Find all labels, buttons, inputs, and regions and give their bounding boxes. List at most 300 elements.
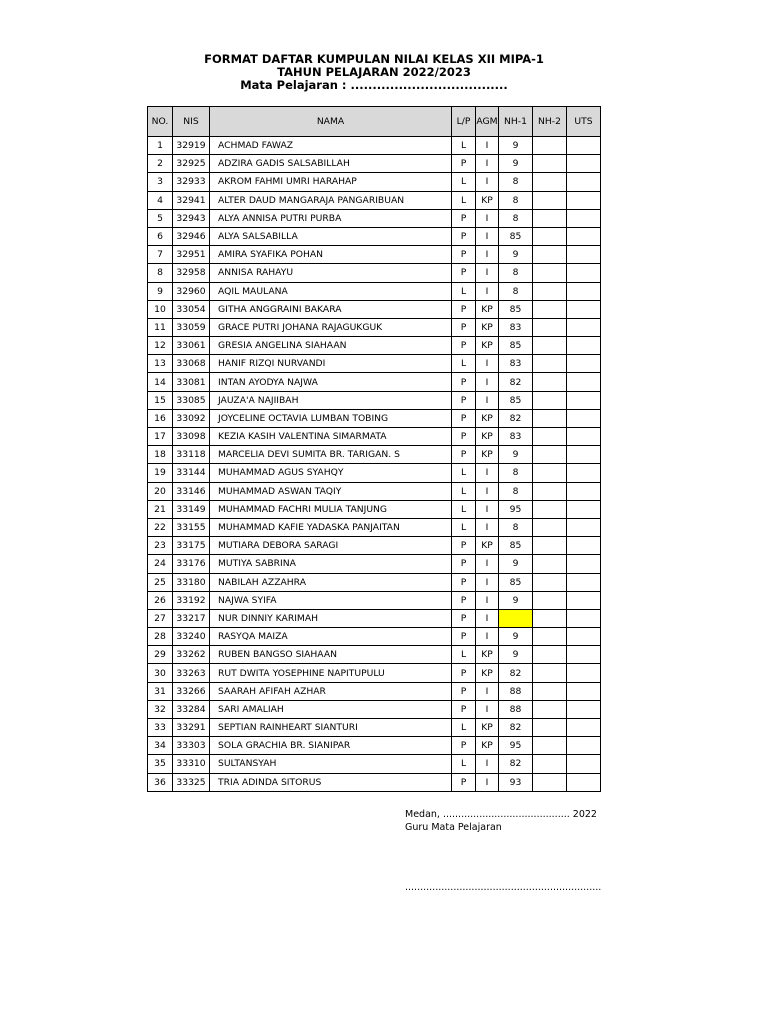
- row-number: 12: [148, 337, 173, 355]
- gender-cell: L: [452, 464, 476, 482]
- name-cell: SOLA GRACHIA BR. SIANIPAR: [210, 737, 452, 755]
- nh2-cell: [533, 682, 567, 700]
- row-number: 17: [148, 428, 173, 446]
- gender-cell: L: [452, 755, 476, 773]
- column-header: NH-2: [533, 107, 567, 137]
- nis-cell: 32951: [173, 246, 210, 264]
- nh1-cell: 9: [499, 628, 533, 646]
- row-number: 10: [148, 300, 173, 318]
- column-header: NIS: [173, 107, 210, 137]
- table-row: [148, 464, 601, 482]
- nh2-cell: [533, 773, 567, 791]
- table-row: [148, 373, 601, 391]
- nis-cell: 33262: [173, 646, 210, 664]
- religion-cell: KP: [476, 337, 499, 355]
- column-header: UTS: [567, 107, 601, 137]
- name-cell: GRESIA ANGELINA SIAHAAN: [210, 337, 452, 355]
- uts-cell: [567, 573, 601, 591]
- nh2-cell: [533, 518, 567, 536]
- table-row: [148, 191, 601, 209]
- uts-cell: [567, 173, 601, 191]
- uts-cell: [567, 482, 601, 500]
- uts-cell: [567, 373, 601, 391]
- table-row: [148, 282, 601, 300]
- gender-cell: L: [452, 173, 476, 191]
- row-number: 15: [148, 391, 173, 409]
- name-cell: ANNISA RAHAYU: [210, 264, 452, 282]
- row-number: 26: [148, 591, 173, 609]
- religion-cell: KP: [476, 428, 499, 446]
- table-row: [148, 700, 601, 718]
- nh1-cell: 88: [499, 682, 533, 700]
- nh2-cell: [533, 719, 567, 737]
- table-row: [148, 264, 601, 282]
- table-row: [148, 337, 601, 355]
- religion-cell: I: [476, 155, 499, 173]
- row-number: 19: [148, 464, 173, 482]
- religion-cell: I: [476, 555, 499, 573]
- nis-cell: 32925: [173, 155, 210, 173]
- uts-cell: [567, 318, 601, 336]
- name-cell: RUBEN BANGSO SIAHAAN: [210, 646, 452, 664]
- nh2-cell: [533, 282, 567, 300]
- table-body: [148, 137, 601, 792]
- religion-cell: I: [476, 591, 499, 609]
- uts-cell: [567, 591, 601, 609]
- name-cell: ALYA ANNISA PUTRI PURBA: [210, 209, 452, 227]
- table-row: [148, 482, 601, 500]
- name-cell: ACHMAD FAWAZ: [210, 137, 452, 155]
- nh1-cell: 88: [499, 700, 533, 718]
- religion-cell: I: [476, 209, 499, 227]
- nis-cell: 33149: [173, 500, 210, 518]
- nh1-cell: 8: [499, 464, 533, 482]
- nis-cell: 33061: [173, 337, 210, 355]
- gender-cell: P: [452, 591, 476, 609]
- religion-cell: I: [476, 500, 499, 518]
- nis-cell: 33263: [173, 664, 210, 682]
- row-number: 31: [148, 682, 173, 700]
- row-number: 11: [148, 318, 173, 336]
- nh1-cell: 82: [499, 664, 533, 682]
- gender-cell: L: [452, 646, 476, 664]
- gender-cell: P: [452, 609, 476, 627]
- uts-cell: [567, 227, 601, 245]
- nis-cell: 33081: [173, 373, 210, 391]
- nh1-cell: 9: [499, 646, 533, 664]
- table-row: [148, 227, 601, 245]
- table-row: [148, 500, 601, 518]
- uts-cell: [567, 446, 601, 464]
- gender-cell: P: [452, 391, 476, 409]
- religion-cell: I: [476, 482, 499, 500]
- religion-cell: KP: [476, 537, 499, 555]
- table-row: [148, 609, 601, 627]
- gender-cell: L: [452, 355, 476, 373]
- column-header: NH-1: [499, 107, 533, 137]
- nis-cell: 32941: [173, 191, 210, 209]
- uts-cell: [567, 300, 601, 318]
- table-row: [148, 300, 601, 318]
- table-row: [148, 428, 601, 446]
- name-cell: SULTANSYAH: [210, 755, 452, 773]
- nis-cell: 33176: [173, 555, 210, 573]
- gender-cell: P: [452, 446, 476, 464]
- nh1-cell: 8: [499, 518, 533, 536]
- nis-cell: 33054: [173, 300, 210, 318]
- nh1-cell: 8: [499, 482, 533, 500]
- religion-cell: I: [476, 755, 499, 773]
- uts-cell: [567, 409, 601, 427]
- row-number: 7: [148, 246, 173, 264]
- religion-cell: KP: [476, 300, 499, 318]
- nh2-cell: [533, 264, 567, 282]
- nh2-cell: [533, 609, 567, 627]
- nh2-cell: [533, 446, 567, 464]
- nis-cell: 33059: [173, 318, 210, 336]
- nh2-cell: [533, 191, 567, 209]
- table-row: [148, 446, 601, 464]
- row-number: 3: [148, 173, 173, 191]
- nis-cell: 32933: [173, 173, 210, 191]
- row-number: 33: [148, 719, 173, 737]
- gender-cell: P: [452, 700, 476, 718]
- nh1-cell: 9: [499, 446, 533, 464]
- uts-cell: [567, 609, 601, 627]
- row-number: 25: [148, 573, 173, 591]
- nh1-cell: 9: [499, 555, 533, 573]
- nis-cell: 33192: [173, 591, 210, 609]
- gender-cell: P: [452, 373, 476, 391]
- nis-cell: 33325: [173, 773, 210, 791]
- table-row: [148, 355, 601, 373]
- nis-cell: 33291: [173, 719, 210, 737]
- uts-cell: [567, 246, 601, 264]
- religion-cell: KP: [476, 646, 499, 664]
- nh1-cell: 93: [499, 773, 533, 791]
- uts-cell: [567, 682, 601, 700]
- nh2-cell: [533, 573, 567, 591]
- religion-cell: I: [476, 137, 499, 155]
- religion-cell: KP: [476, 409, 499, 427]
- name-cell: NUR DINNIY KARIMAH: [210, 609, 452, 627]
- uts-cell: [567, 700, 601, 718]
- name-cell: RASYQA MAIZA: [210, 628, 452, 646]
- nh2-cell: [533, 337, 567, 355]
- row-number: 18: [148, 446, 173, 464]
- nh1-cell: 82: [499, 719, 533, 737]
- name-cell: KEZIA KASIH VALENTINA SIMARMATA: [210, 428, 452, 446]
- table-row: [148, 591, 601, 609]
- religion-cell: I: [476, 682, 499, 700]
- gender-cell: P: [452, 737, 476, 755]
- religion-cell: I: [476, 355, 499, 373]
- uts-cell: [567, 428, 601, 446]
- nis-cell: 32960: [173, 282, 210, 300]
- gender-cell: P: [452, 555, 476, 573]
- gender-cell: P: [452, 409, 476, 427]
- nis-cell: 33144: [173, 464, 210, 482]
- nh1-cell: 83: [499, 318, 533, 336]
- row-number: 4: [148, 191, 173, 209]
- nis-cell: 33092: [173, 409, 210, 427]
- table-row: [148, 682, 601, 700]
- religion-cell: I: [476, 628, 499, 646]
- nh1-cell: 9: [499, 591, 533, 609]
- nis-cell: 33118: [173, 446, 210, 464]
- nh2-cell: [533, 755, 567, 773]
- column-header: L/P: [452, 107, 476, 137]
- gender-cell: P: [452, 537, 476, 555]
- nh2-cell: [533, 173, 567, 191]
- row-number: 28: [148, 628, 173, 646]
- nis-cell: 33217: [173, 609, 210, 627]
- nh1-cell: 83: [499, 355, 533, 373]
- table-row: [148, 246, 601, 264]
- nh1-cell: 85: [499, 227, 533, 245]
- name-cell: ADZIRA GADIS SALSABILLAH: [210, 155, 452, 173]
- uts-cell: [567, 137, 601, 155]
- religion-cell: KP: [476, 446, 499, 464]
- gender-cell: P: [452, 773, 476, 791]
- row-number: 24: [148, 555, 173, 573]
- uts-cell: [567, 518, 601, 536]
- nh1-cell: 8: [499, 191, 533, 209]
- religion-cell: I: [476, 246, 499, 264]
- gender-cell: P: [452, 264, 476, 282]
- name-cell: MUTIARA DEBORA SARAGI: [210, 537, 452, 555]
- religion-cell: I: [476, 282, 499, 300]
- table-row: [148, 628, 601, 646]
- nh1-cell: [499, 609, 533, 627]
- name-cell: AKROM FAHMI UMRI HARAHAP: [210, 173, 452, 191]
- column-header: NAMA: [210, 107, 452, 137]
- table-row: [148, 409, 601, 427]
- nis-cell: 33240: [173, 628, 210, 646]
- row-number: 30: [148, 664, 173, 682]
- table-row: [148, 209, 601, 227]
- name-cell: HANIF RIZQI NURVANDI: [210, 355, 452, 373]
- name-cell: SAARAH AFIFAH AZHAR: [210, 682, 452, 700]
- uts-cell: [567, 755, 601, 773]
- name-cell: MARCELIA DEVI SUMITA BR. TARIGAN. S: [210, 446, 452, 464]
- religion-cell: I: [476, 518, 499, 536]
- uts-cell: [567, 155, 601, 173]
- nh2-cell: [533, 209, 567, 227]
- gender-cell: P: [452, 337, 476, 355]
- row-number: 36: [148, 773, 173, 791]
- nh1-cell: 85: [499, 573, 533, 591]
- gender-cell: P: [452, 664, 476, 682]
- religion-cell: I: [476, 264, 499, 282]
- nh2-cell: [533, 428, 567, 446]
- row-number: 23: [148, 537, 173, 555]
- column-header: NO.: [148, 107, 173, 137]
- name-cell: MUTIYA SABRINA: [210, 555, 452, 573]
- row-number: 14: [148, 373, 173, 391]
- row-number: 22: [148, 518, 173, 536]
- gender-cell: L: [452, 191, 476, 209]
- nh2-cell: [533, 137, 567, 155]
- nis-cell: 33146: [173, 482, 210, 500]
- nh2-cell: [533, 355, 567, 373]
- nis-cell: 33180: [173, 573, 210, 591]
- gender-cell: P: [452, 300, 476, 318]
- nh2-cell: [533, 409, 567, 427]
- signature-line: .................................................................: [405, 882, 602, 893]
- nis-cell: 33284: [173, 700, 210, 718]
- row-number: 2: [148, 155, 173, 173]
- table-row: [148, 773, 601, 791]
- name-cell: SEPTIAN RAINHEART SIANTURI: [210, 719, 452, 737]
- gender-cell: L: [452, 518, 476, 536]
- uts-cell: [567, 209, 601, 227]
- nh1-cell: 82: [499, 373, 533, 391]
- row-number: 1: [148, 137, 173, 155]
- gender-cell: P: [452, 628, 476, 646]
- gender-cell: L: [452, 500, 476, 518]
- uts-cell: [567, 191, 601, 209]
- academic-year: TAHUN PELAJARAN 2022/2023: [277, 65, 471, 79]
- nh2-cell: [533, 318, 567, 336]
- nh2-cell: [533, 391, 567, 409]
- nh1-cell: 85: [499, 537, 533, 555]
- row-number: 16: [148, 409, 173, 427]
- nis-cell: 33155: [173, 518, 210, 536]
- nis-cell: 33068: [173, 355, 210, 373]
- teacher-role: Guru Mata Pelajaran: [405, 822, 502, 833]
- name-cell: AQIL MAULANA: [210, 282, 452, 300]
- row-number: 13: [148, 355, 173, 373]
- nh1-cell: 9: [499, 246, 533, 264]
- nh2-cell: [533, 464, 567, 482]
- religion-cell: I: [476, 609, 499, 627]
- religion-cell: I: [476, 373, 499, 391]
- table-row: [148, 555, 601, 573]
- nh2-cell: [533, 300, 567, 318]
- nh2-cell: [533, 591, 567, 609]
- name-cell: ALTER DAUD MANGARAJA PANGARIBUAN: [210, 191, 452, 209]
- table-row: [148, 318, 601, 336]
- name-cell: MUHAMMAD FACHRI MULIA TANJUNG: [210, 500, 452, 518]
- nh1-cell: 8: [499, 173, 533, 191]
- name-cell: TRIA ADINDA SITORUS: [210, 773, 452, 791]
- nh1-cell: 95: [499, 500, 533, 518]
- row-number: 35: [148, 755, 173, 773]
- nh1-cell: 85: [499, 337, 533, 355]
- nh2-cell: [533, 700, 567, 718]
- name-cell: NAJWA SYIFA: [210, 591, 452, 609]
- row-number: 32: [148, 700, 173, 718]
- nis-cell: 33098: [173, 428, 210, 446]
- religion-cell: KP: [476, 318, 499, 336]
- nis-cell: 33175: [173, 537, 210, 555]
- table-row: [148, 719, 601, 737]
- religion-cell: I: [476, 391, 499, 409]
- gender-cell: L: [452, 482, 476, 500]
- table-row: [148, 537, 601, 555]
- name-cell: GRACE PUTRI JOHANA RAJAGUKGUK: [210, 318, 452, 336]
- name-cell: JAUZA'A NAJIIBAH: [210, 391, 452, 409]
- nh2-cell: [533, 227, 567, 245]
- religion-cell: KP: [476, 664, 499, 682]
- name-cell: ALYA SALSABILLA: [210, 227, 452, 245]
- nh1-cell: 8: [499, 264, 533, 282]
- name-cell: NABILAH AZZAHRA: [210, 573, 452, 591]
- religion-cell: KP: [476, 719, 499, 737]
- nh2-cell: [533, 482, 567, 500]
- nh1-cell: 8: [499, 209, 533, 227]
- nh1-cell: 85: [499, 300, 533, 318]
- nh1-cell: 82: [499, 409, 533, 427]
- religion-cell: I: [476, 773, 499, 791]
- uts-cell: [567, 719, 601, 737]
- uts-cell: [567, 391, 601, 409]
- row-number: 9: [148, 282, 173, 300]
- nh2-cell: [533, 646, 567, 664]
- uts-cell: [567, 282, 601, 300]
- subject-line: Mata Pelajaran : ....................................: [240, 78, 508, 92]
- row-number: 20: [148, 482, 173, 500]
- name-cell: RUT DWITA YOSEPHINE NAPITUPULU: [210, 664, 452, 682]
- gender-cell: P: [452, 318, 476, 336]
- name-cell: JOYCELINE OCTAVIA LUMBAN TOBING: [210, 409, 452, 427]
- table-row: [148, 173, 601, 191]
- uts-cell: [567, 773, 601, 791]
- uts-cell: [567, 464, 601, 482]
- date-line: Medan, .......................................... 2022: [405, 809, 597, 820]
- name-cell: GITHA ANGGRAINI BAKARA: [210, 300, 452, 318]
- nh2-cell: [533, 537, 567, 555]
- nh1-cell: 82: [499, 755, 533, 773]
- gender-cell: P: [452, 428, 476, 446]
- nis-cell: 33085: [173, 391, 210, 409]
- religion-cell: I: [476, 173, 499, 191]
- row-number: 34: [148, 737, 173, 755]
- row-number: 27: [148, 609, 173, 627]
- nh1-cell: 95: [499, 737, 533, 755]
- religion-cell: I: [476, 700, 499, 718]
- uts-cell: [567, 537, 601, 555]
- gender-cell: P: [452, 227, 476, 245]
- nh2-cell: [533, 246, 567, 264]
- nh2-cell: [533, 737, 567, 755]
- name-cell: MUHAMMAD AGUS SYAHQY: [210, 464, 452, 482]
- name-cell: MUHAMMAD ASWAN TAQIY: [210, 482, 452, 500]
- religion-cell: I: [476, 227, 499, 245]
- religion-cell: I: [476, 573, 499, 591]
- nh2-cell: [533, 555, 567, 573]
- row-number: 6: [148, 227, 173, 245]
- row-number: 29: [148, 646, 173, 664]
- nh2-cell: [533, 628, 567, 646]
- name-cell: MUHAMMAD KAFIE YADASKA PANJAITAN: [210, 518, 452, 536]
- table-row: [148, 664, 601, 682]
- name-cell: AMIRA SYAFIKA POHAN: [210, 246, 452, 264]
- table-row: [148, 391, 601, 409]
- table-row: [148, 518, 601, 536]
- nis-cell: 32958: [173, 264, 210, 282]
- nh1-cell: 85: [499, 391, 533, 409]
- name-cell: INTAN AYODYA NAJWA: [210, 373, 452, 391]
- grades-table: [147, 106, 601, 792]
- uts-cell: [567, 628, 601, 646]
- gender-cell: P: [452, 573, 476, 591]
- nh2-cell: [533, 500, 567, 518]
- nh1-cell: 9: [499, 137, 533, 155]
- nh1-cell: 9: [499, 155, 533, 173]
- uts-cell: [567, 664, 601, 682]
